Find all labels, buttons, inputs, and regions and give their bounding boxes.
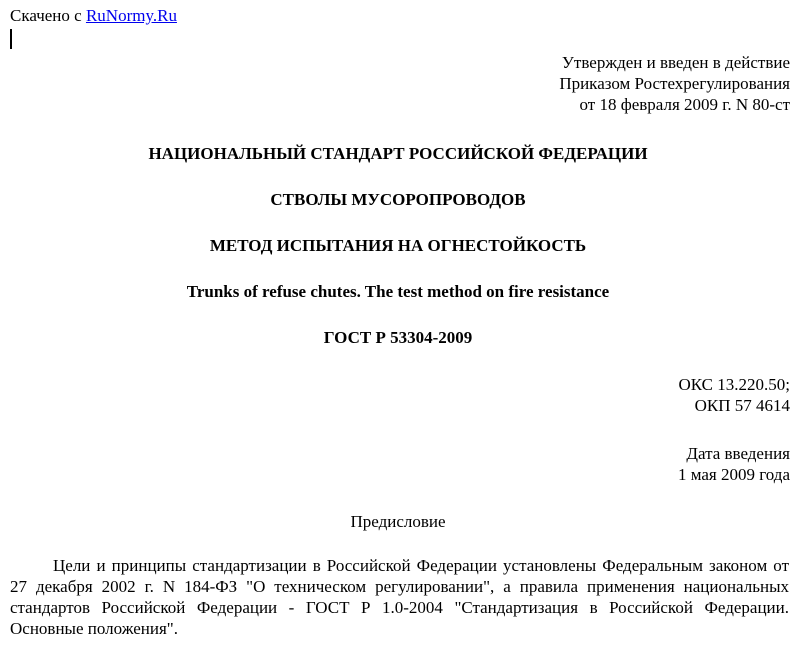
introduction-date: 1 мая 2009 года (677, 465, 790, 484)
preface-paragraph: Цели и принципы стандартизации в Российской Федерации установлены Федеральным законом от 27 декабря 2002 г. N 184-ФЗ "О техническом регулировании", а правила применения национальных стандартов Российской Федерации - ГОСТ Р 1.0-2004 "Стандартизация в Российской Федерации. Основные положения". (10, 556, 789, 638)
approval-line-1: Утвержден и введен в действие (561, 53, 790, 72)
approval-line-3: от 18 февраля 2009 г. N 80-ст (579, 95, 790, 114)
runormy-link[interactable]: RuNormy.Ru (85, 6, 177, 25)
preface-title: Предисловие (350, 512, 446, 531)
classification-block (390, 374, 790, 416)
text-cursor (10, 29, 12, 49)
source-line (10, 6, 177, 26)
method-heading: МЕТОД ИСПЫТАНИЯ НА ОГНЕСТОЙКОСТЬ (209, 236, 587, 255)
document-title: СТВОЛЫ МУСОРОПРОВОДОВ (270, 190, 526, 209)
okp-code: ОКП 57 4614 (694, 396, 790, 415)
introduction-label: Дата введения (686, 444, 790, 463)
approval-line-2: Приказом Ростехрегулирования (559, 74, 790, 93)
approval-block (390, 52, 790, 115)
standard-heading: НАЦИОНАЛЬНЫЙ СТАНДАРТ РОССИЙСКОЙ ФЕДЕРАЦИИ (148, 144, 648, 163)
introduction-date-block (390, 443, 790, 485)
oks-code: ОКС 13.220.50; (678, 375, 790, 394)
english-title: Trunks of refuse chutes. The test method on fire resistance (186, 282, 610, 301)
gost-code: ГОСТ Р 53304-2009 (323, 328, 473, 347)
source-prefix: Скачено с (10, 6, 82, 25)
